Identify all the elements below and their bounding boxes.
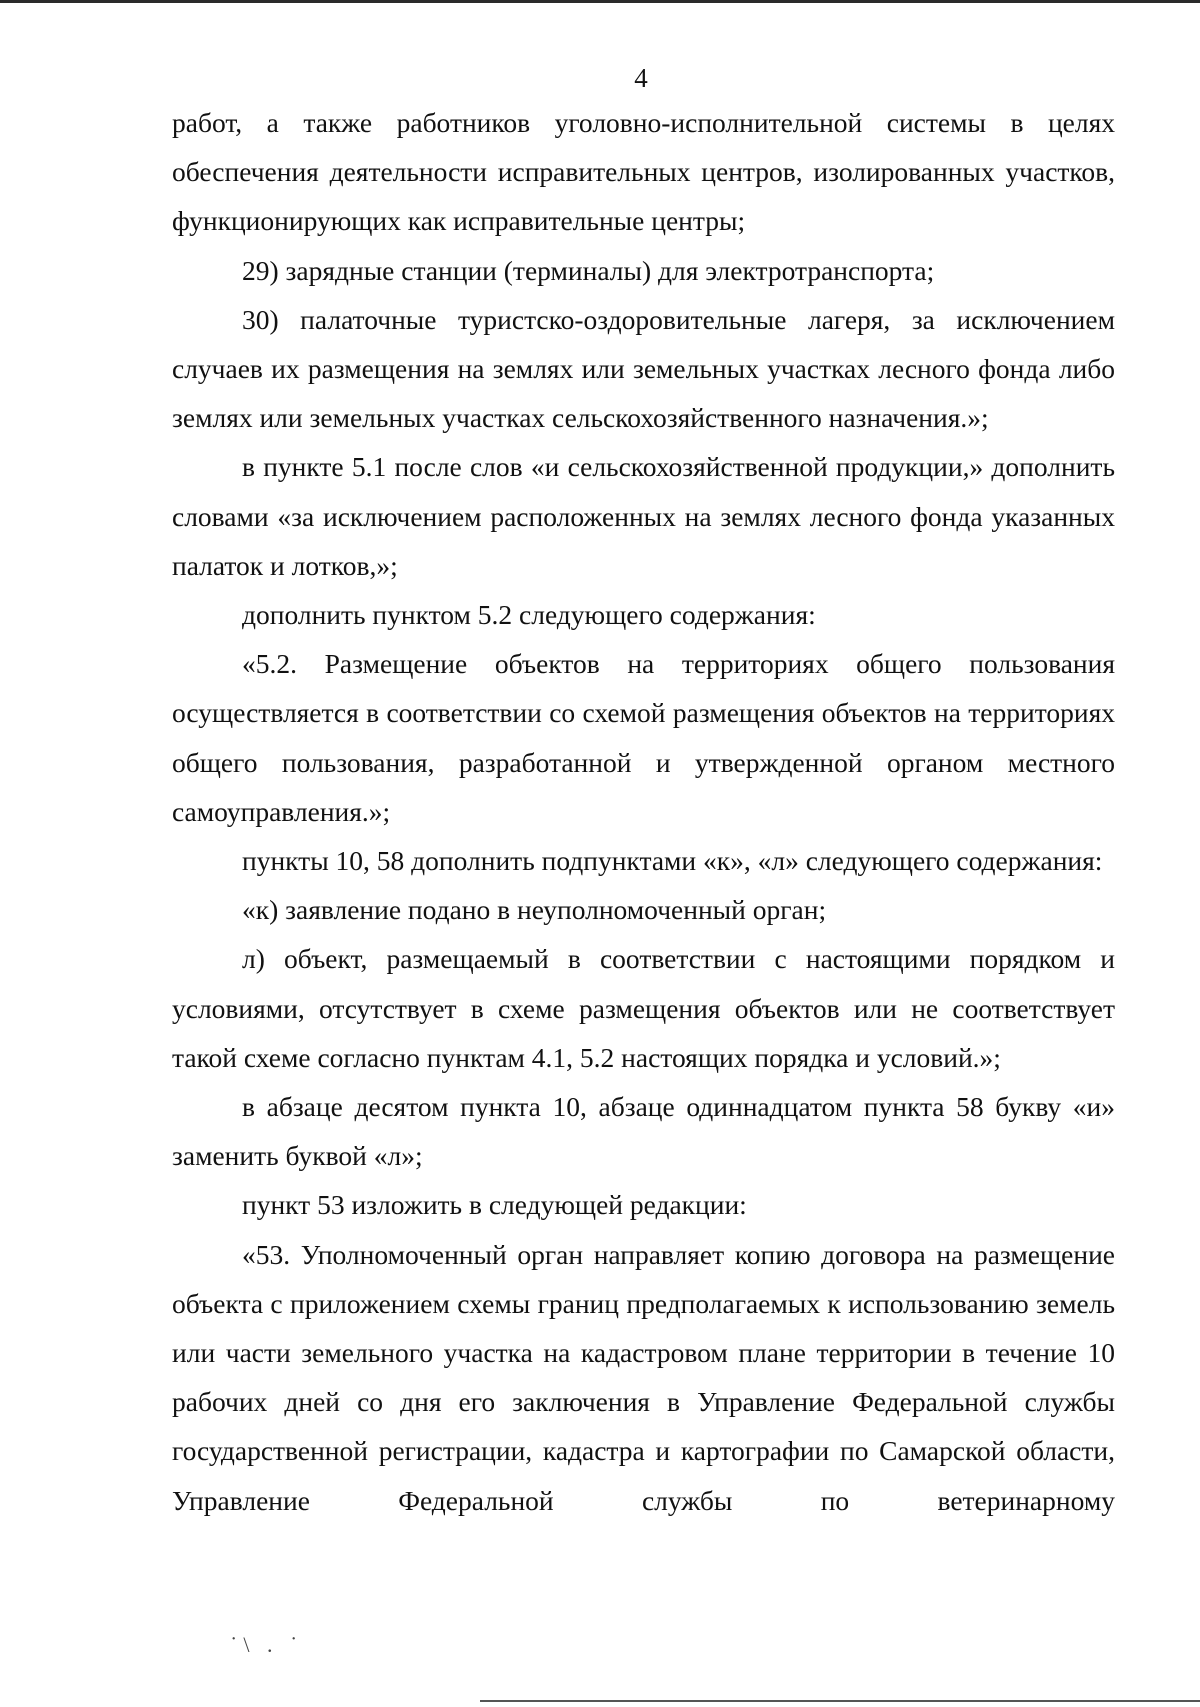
document-body	[172, 98, 1115, 1525]
scan-specks: ˙\ . ˙	[230, 1632, 304, 1657]
paragraph-2: 29) зарядные станции (терминалы) для электротранспорта;	[242, 254, 935, 286]
paragraph-5: дополнить пунктом 5.2 следующего содержания:	[242, 599, 816, 631]
paragraph-10: в абзаце десятом пункта 10, абзаце одиннадцатом пункта 58 букву «и» заменить буквой «л»;	[172, 1091, 1115, 1172]
scan-edge-bottom	[480, 1700, 1200, 1702]
paragraph-3: 30) палаточные туристско-оздоровительные лагеря, за исключением случаев их размещения на землях или земельных участках лесного фонда либо землях или земельных участках сельскохозяйственного назначения.»;	[172, 303, 1115, 434]
paragraph-6: «5.2. Размещение объектов на территориях общего пользования осуществляется в соответствии со схемой размещения объектов на территориях общего пользования, разработанной и утвержденной органом местного самоуправления.»;	[172, 648, 1115, 827]
paragraph-7: пункты 10, 58 дополнить подпунктами «к», «л» следующего содержания:	[242, 845, 1103, 877]
paragraph-1: работ, а также работников уголовно-исполнительной системы в целях обеспечения деятельности исправительных центров, изолированных участков, функционирующих как исправительные центры;	[172, 107, 1115, 237]
paragraph-8: «к) заявление подано в неуполномоченный орган;	[242, 894, 827, 926]
paragraph-9: л) объект, размещаемый в соответствии с настоящими порядком и условиями, отсутствует в схеме размещения объектов или не соответствует такой схеме согласно пунктам 4.1, 5.2 настоящих порядка и условий.»;	[172, 943, 1115, 1073]
paragraph-4: в пункте 5.1 после слов «и сельскохозяйственной продукции,» дополнить словами «за исключением расположенных на землях лесного фонда указанных палаток и лотков,»;	[172, 451, 1115, 581]
page-number: 4	[634, 63, 648, 93]
paragraph-12: «53. Уполномоченный орган направляет копию договора на размещение объекта с приложением схемы границ предполагаемых к использованию земель или части земельного участка на кадастровом плане территории в течение 10 рабочих дней со дня его заключения в Управление Федеральной службы государственной регистрации, кадастра и картографии по Самарской области, Управление Федеральной службы по ветеринарному	[172, 1238, 1115, 1516]
paragraph-11: пункт 53 изложить в следующей редакции:	[242, 1189, 747, 1221]
scan-edge-top	[0, 0, 1200, 3]
